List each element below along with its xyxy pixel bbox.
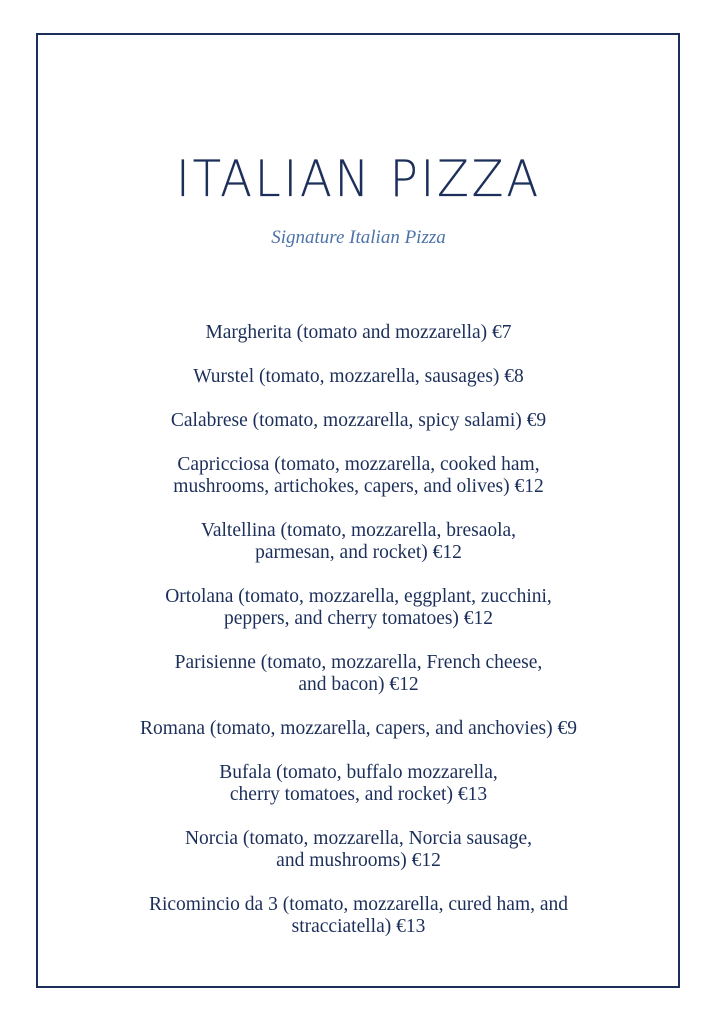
menu-item-ricomincio-da-3 [60, 894, 657, 938]
menu-item-line: Parisienne (tomato, mozzarella, French cheese, [174, 652, 543, 673]
menu-item-line: and bacon) €12 [298, 674, 419, 695]
menu-item-ortolana [60, 586, 657, 630]
menu-item-line: Wurstel (tomato, mozzarella, sausages) €8 [193, 366, 524, 387]
menu-item-wurstel [60, 366, 657, 388]
menu-item-line: stracciatella) €13 [291, 916, 426, 937]
menu-item-line: parmesan, and rocket) €12 [255, 542, 462, 563]
menu-item-parisienne [60, 652, 657, 696]
menu-item-calabrese [60, 410, 657, 432]
menu-item-line: Norcia (tomato, mozzarella, Norcia sausage, [184, 828, 533, 849]
menu-item-line: Ortolana (tomato, mozzarella, eggplant, zucchini, [165, 586, 552, 607]
menu-item-bufala [60, 762, 657, 806]
menu-item-line: Margherita (tomato and mozzarella) €7 [205, 322, 512, 343]
menu-item-line: mushrooms, artichokes, capers, and olives) €12 [173, 476, 544, 497]
menu-item-romana [60, 718, 657, 740]
menu-item-line: Valtellina (tomato, mozzarella, bresaola, [200, 520, 517, 541]
menu-item-line: Ricomincio da 3 (tomato, mozzarella, cured ham, and [148, 894, 569, 915]
menu-item-margherita [60, 322, 657, 344]
menu-item-valtellina [60, 520, 657, 564]
menu-subtitle: Signature Italian Pizza [271, 227, 446, 248]
menu-title: ITALIAN PIZZA [176, 150, 541, 208]
pizza-menu-list [60, 322, 657, 960]
menu-item-line: cherry tomatoes, and rocket) €13 [229, 784, 488, 805]
menu-item-line: peppers, and cherry tomatoes) €12 [223, 608, 494, 629]
menu-item-line: Calabrese (tomato, mozzarella, spicy salami) €9 [170, 410, 547, 431]
menu-item-line: and mushrooms) €12 [276, 850, 441, 871]
menu-item-line: Capricciosa (tomato, mozzarella, cooked ham, [177, 454, 540, 475]
menu-item-line: Romana (tomato, mozzarella, capers, and anchovies) €9 [140, 718, 577, 739]
menu-item-line: Bufala (tomato, buffalo mozzarella, [219, 762, 498, 783]
menu-item-capricciosa [60, 454, 657, 498]
menu-item-norcia [60, 828, 657, 872]
